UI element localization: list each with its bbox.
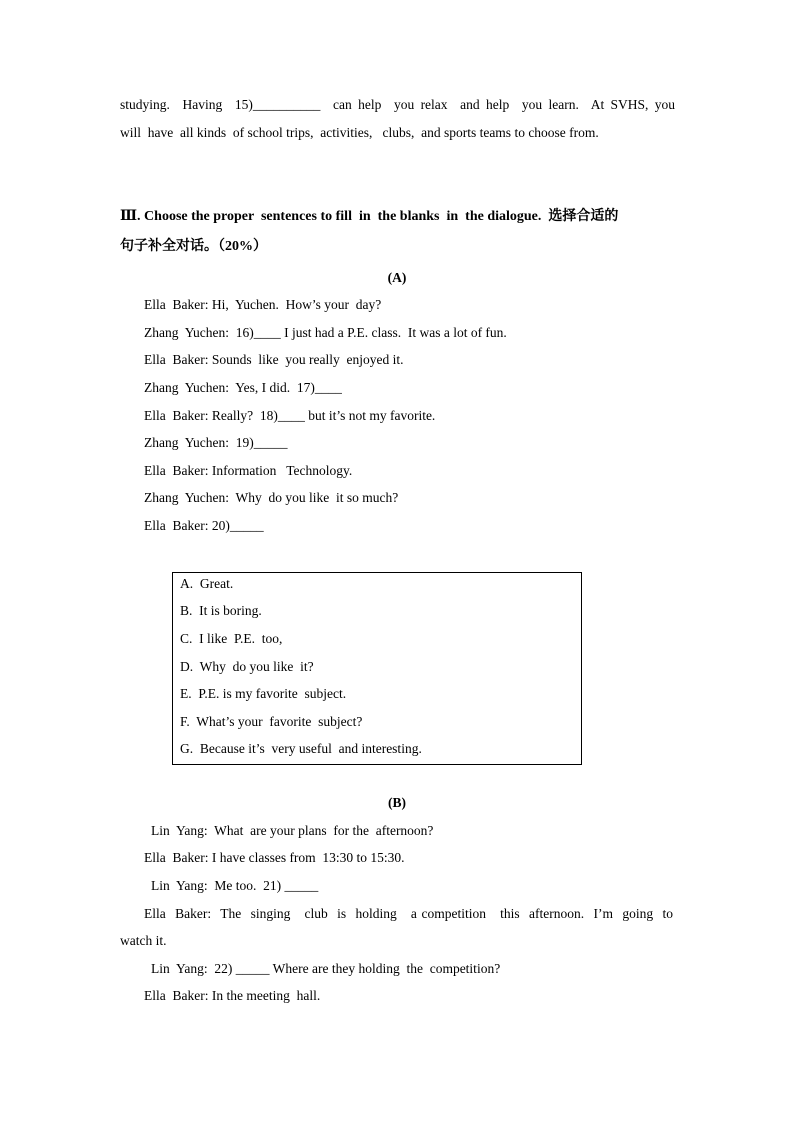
dialogue-a-line: Zhang Yuchen: Why do you like it so much? — [144, 490, 399, 505]
options-box — [172, 572, 582, 765]
dialogue-a-line: Ella Baker: 20)_____ — [144, 518, 264, 533]
dialogue-b-line: Lin Yang: Me too. 21) _____ — [151, 878, 319, 893]
dialogue-b-label: (B) — [388, 795, 406, 810]
option-item: C. I like P.E. too, — [180, 631, 283, 646]
dialogue-b-line: Lin Yang: 22) _____ Where are they holding the competition? — [151, 961, 501, 976]
dialogue-a-label: (A) — [387, 270, 407, 285]
intro-line-1: studying. Having 15)__________ can help you relax and help you learn. At SVHS, you — [120, 97, 675, 112]
dialogue-b-line: watch it. — [120, 933, 167, 948]
dialogue-a-line: Zhang Yuchen: 19)_____ — [144, 435, 288, 450]
option-item: D. Why do you like it? — [180, 659, 314, 674]
option-item: F. What’s your favorite subject? — [180, 714, 363, 729]
section-heading-line-2: 句子补全对话。（20%） — [120, 239, 267, 254]
dialogue-b-line: Lin Yang: What are your plans for the afternoon? — [151, 823, 434, 838]
dialogue-a-line: Zhang Yuchen: 16)____ I just had a P.E. class. It was a lot of fun. — [144, 325, 507, 340]
option-item: A. Great. — [180, 576, 234, 591]
dialogue-b-line: Ella Baker: I have classes from 13:30 to 15:30. — [144, 850, 405, 865]
dialogue-a-line: Zhang Yuchen: Yes, I did. 17)____ — [144, 380, 342, 395]
option-item: E. P.E. is my favorite subject. — [180, 686, 347, 701]
dialogue-b-line: Ella Baker: In the meeting hall. — [144, 988, 321, 1003]
intro-line-2: will have all kinds of school trips, activities, clubs, and sports teams to choose from. — [120, 125, 599, 140]
dialogue-b-line: Ella Baker: The singing club is holding a competition this afternoon. I’m going to — [144, 906, 673, 921]
section-heading-line-1: Ⅲ. Choose the proper sentences to fill in the blanks in the dialogue. 选择合适的 — [120, 209, 619, 224]
option-item: B. It is boring. — [180, 603, 262, 618]
dialogue-a-line: Ella Baker: Hi, Yuchen. How’s your day? — [144, 297, 382, 312]
dialogue-a-line: Ella Baker: Really? 18)____ but it’s not my favorite. — [144, 408, 436, 423]
dialogue-a-line: Ella Baker: Information Technology. — [144, 463, 353, 478]
option-item: G. Because it’s very useful and interesting. — [180, 741, 422, 756]
dialogue-a-line: Ella Baker: Sounds like you really enjoyed it. — [144, 352, 404, 367]
